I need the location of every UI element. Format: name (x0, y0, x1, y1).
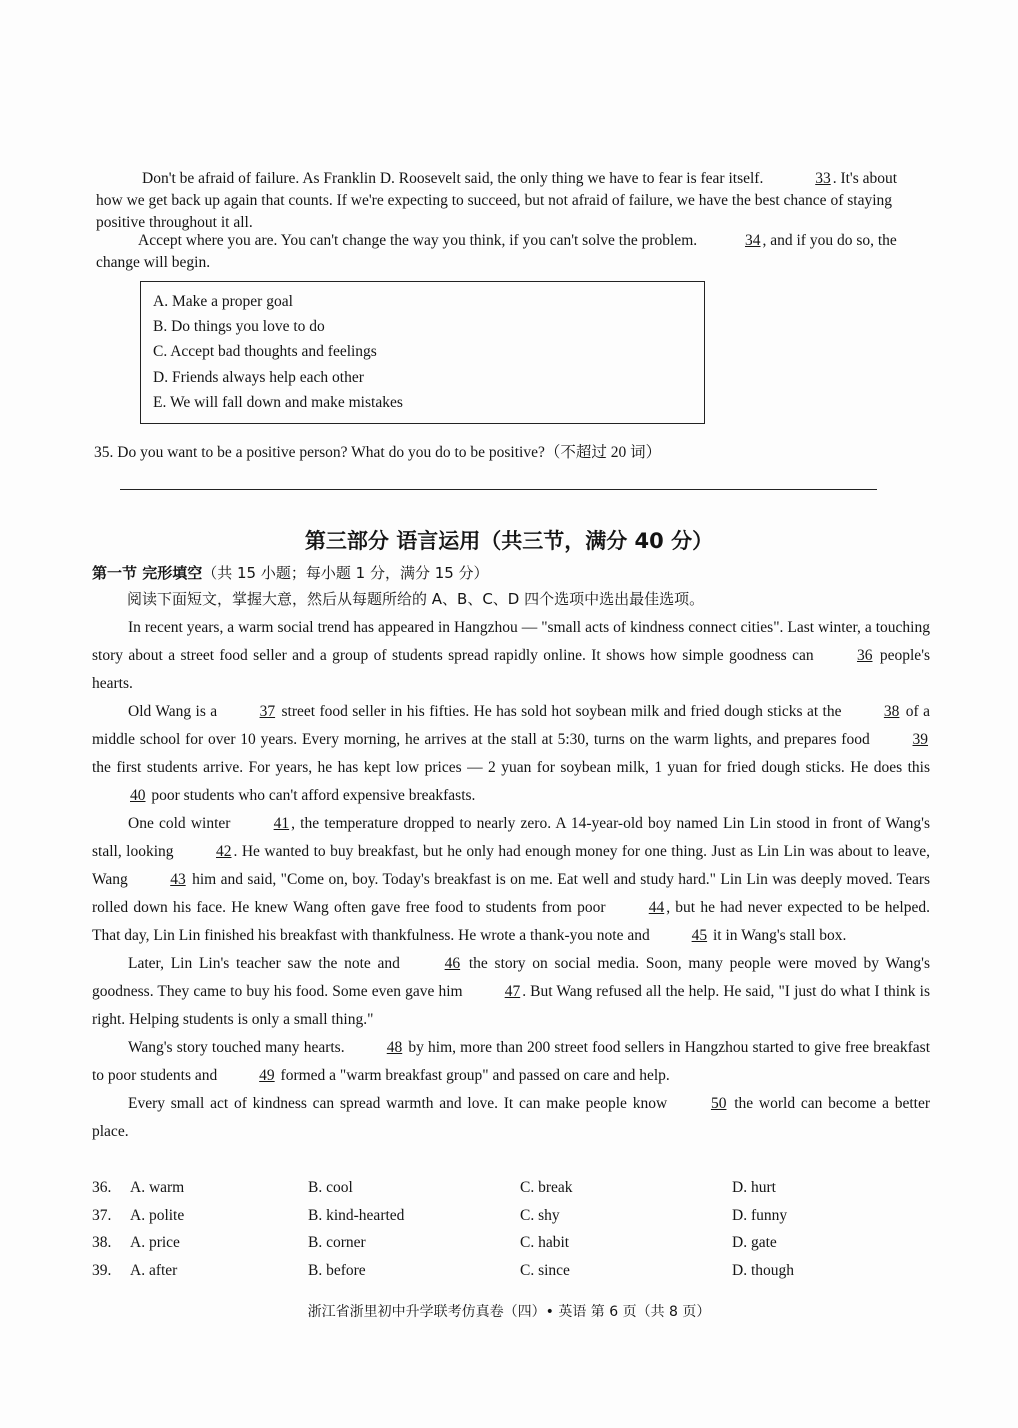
blank-41: 41 (273, 815, 290, 832)
options-box (140, 281, 705, 424)
choice-row (92, 1174, 930, 1202)
paragraph-text: Don't be afraid of failure. As Franklin D. Roosevelt said, the only thing we have to fear is fear itself. (142, 170, 764, 187)
blank-50: 50 (710, 1095, 727, 1112)
choice-a: A. polite (130, 1206, 185, 1224)
option-d: D. Friends always help each other (153, 368, 364, 386)
cloze-paragraph-2: Old Wang is a 37 street food seller in his fifties. He has sold hot soybean milk and fried dough sticks at the 38 of a middle school for over 10 years. Every morning, he arrives at the stall at 5:30, turns on the warm lights, and prepares food 39 the first students arrive. For years, he has kept low prices — 2 yuan for soybean milk, 1 yuan for fried dough sticks. He does this 40 poor students who can't afford expensive breakfasts. (92, 698, 930, 810)
cloze-paragraph-1: In recent years, a warm social trend has appeared in Hangzhou — "small acts of kindness connect cities". Last winter, a touching story about a street food seller and a group of students spread rapidly online. It shows how simple goodness can 36 people's hearts. (92, 619, 931, 692)
blank-33: 33 (815, 170, 831, 187)
question-number: 36. (92, 1179, 112, 1196)
choice-b: B. corner (308, 1234, 366, 1252)
page-footer: 浙江省浙里初中升学联考仿真卷（四）• 英语 第 6 页（共 8 页） (307, 1304, 711, 1320)
blank-48: 48 (386, 1039, 403, 1056)
choice-c: C. break (520, 1179, 573, 1196)
blank-42: 42 (216, 843, 232, 860)
cloze-paragraph-6: Every small act of kindness can spread warmth and love. It can make people know 50 the world can become a better place. (92, 1090, 930, 1146)
blank-34: 34 (745, 232, 761, 249)
paragraph-text: . It's about how we get back up again that counts. If we're expecting to succeed, but not afraid of failure, we have the best chance of staying positive throughout it all. (96, 170, 898, 231)
sub-section-note: （共 15 小题；每小题 1 分，满分 15 分） (202, 564, 489, 582)
blank-40: 40 (130, 787, 146, 804)
blank-39: 39 (912, 731, 929, 748)
choice-b: B. before (308, 1261, 366, 1279)
paragraph-text: Accept where you are. You can't change the way you think, if you can't solve the problem. (138, 232, 698, 249)
blank-49: 49 (259, 1067, 275, 1084)
choice-row (92, 1229, 930, 1257)
choice-row (92, 1202, 930, 1230)
blank-46: 46 (444, 955, 461, 972)
choice-c: C. habit (520, 1234, 570, 1252)
answer-line[interactable] (120, 489, 877, 490)
choice-d: D. though (732, 1261, 794, 1279)
choice-c: C. since (520, 1261, 570, 1279)
option-b: B. Do things you love to do (153, 318, 325, 336)
blank-36: 36 (856, 647, 873, 664)
option-c: C. Accept bad thoughts and feelings (153, 343, 377, 361)
choice-d: D. funny (732, 1206, 788, 1224)
blank-45: 45 (691, 927, 708, 944)
choice-d: D. hurt (732, 1179, 776, 1196)
reading-paragraph-2 (96, 230, 922, 274)
section-title: 第三部分 语言运用（共三节，满分 40 分） (304, 529, 714, 553)
question-number: 38. (92, 1234, 112, 1252)
blank-44: 44 (648, 899, 665, 916)
blank-37: 37 (259, 703, 276, 720)
sub-section-title (92, 562, 489, 584)
blank-47: 47 (504, 983, 521, 1000)
choice-b: B. cool (308, 1179, 353, 1196)
sub-section-heading: 第一节 完形填空 (92, 564, 203, 582)
choice-a: A. price (130, 1234, 180, 1252)
question-number: 37. (92, 1206, 112, 1224)
cloze-paragraph-3: One cold winter 41 , the temperature dropped to nearly zero. A 14-year-old boy named Lin Lin stood in front of Wang's stall, looking 42 . He wanted to buy breakfast, but he only had enough money for one thing. Just as Lin Lin was about to leave, Wang 43 him and said, "Come on, boy. Today's breakfast is on me. Eat well and study hard." Lin Lin was deeply moved. Tears rolled down his face. He knew Wang often gave free food to students from poor 44 , but he had never expected to be helped. That day, Lin Lin finished his breakfast with thankfulness. He wrote a thank-you note and 45 it in Wang's stall box. (92, 810, 930, 950)
cloze-paragraph-4: Later, Lin Lin's teacher saw the note and 46 the story on social media. Soon, many people were moved by Wang's goodness. They came to buy his food. Some even gave him 47 . But Wang refused all the help. He said, "I just do what I think is right. Helping students is only a small thing." (92, 950, 930, 1034)
instruction: 阅读下面短文，掌握大意，然后从每题所给的 A、B、C、D 四个选项中选出最佳选项。 (127, 590, 705, 608)
question-35: 35. Do you want to be a positive person? What do you do to be positive?（不超过 20 词） (94, 444, 662, 461)
cloze-paragraph-5: Wang's story touched many hearts. 48 by him, more than 200 street food sellers in Hangzhou started to give free breakfast to poor students and 49 formed a "warm breakfast group" and passed on care and help. (92, 1034, 930, 1090)
option-a: A. Make a proper goal (153, 293, 293, 310)
choices-list (92, 1174, 930, 1284)
reading-paragraph-1 (96, 168, 922, 234)
choice-a: A. after (130, 1261, 178, 1279)
cloze-passage (92, 614, 930, 1146)
option-e: E. We will fall down and make mistakes (153, 393, 403, 411)
choice-a: A. warm (130, 1179, 185, 1196)
choice-row (92, 1257, 930, 1285)
choice-d: D. gate (732, 1234, 777, 1252)
blank-43: 43 (170, 871, 186, 888)
paragraph-text: , and if you do so, the change will begin. (96, 232, 897, 271)
question-number: 39. (92, 1261, 112, 1279)
choice-b: B. kind-hearted (308, 1206, 405, 1224)
choice-c: C. shy (520, 1206, 560, 1224)
blank-38: 38 (883, 703, 900, 720)
